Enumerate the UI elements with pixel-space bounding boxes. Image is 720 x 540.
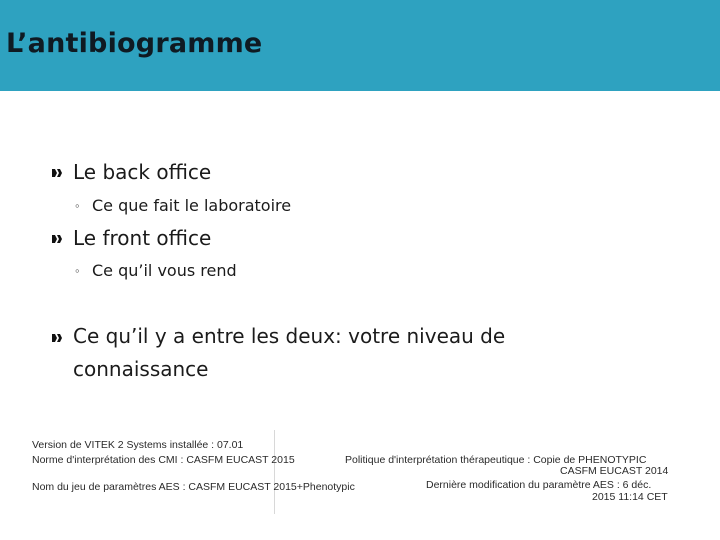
aes-modified-text: Dernière modification du paramètre AES : 6 déc. (426, 479, 652, 491)
bullet-icon (50, 331, 64, 345)
bullet-connaissance-line2: connaissance (73, 357, 209, 381)
slide-title: L’antibiogramme (6, 28, 263, 59)
sub-bullet-icon: ◦ (75, 198, 80, 213)
bullet-icon (50, 232, 64, 246)
bullet-front-office: Le front office (73, 226, 212, 250)
screenshot-divider (274, 430, 275, 514)
sub-bullet-icon: ◦ (75, 263, 80, 278)
cmi-norm-text: Norme d'interprétation des CMI : CASFM EUCAST 2015 (32, 454, 295, 466)
bullet-icon (50, 166, 64, 180)
interpretation-policy-text: Politique d'interprétation thérapeutique : Copie de PHENOTYPIC (345, 454, 647, 466)
bullet-connaissance-line1: Ce qu’il y a entre les deux: votre niveau de (73, 324, 506, 348)
casfm-2014-text: CASFM EUCAST 2014 (560, 465, 669, 477)
sub-bullet-rend: Ce qu’il vous rend (92, 261, 237, 280)
aes-set-text: Nom du jeu de paramètres AES : CASFM EUCAST 2015+Phenotypic (32, 481, 355, 493)
title-bar (0, 0, 720, 91)
vitek-version-text: Version de VITEK 2 Systems installée : 07.01 (32, 439, 244, 451)
bullet-back-office: Le back office (73, 160, 212, 184)
aes-modified-date-text: 2015 11:14 CET (592, 491, 668, 503)
sub-bullet-lab: Ce que fait le laboratoire (92, 196, 292, 215)
